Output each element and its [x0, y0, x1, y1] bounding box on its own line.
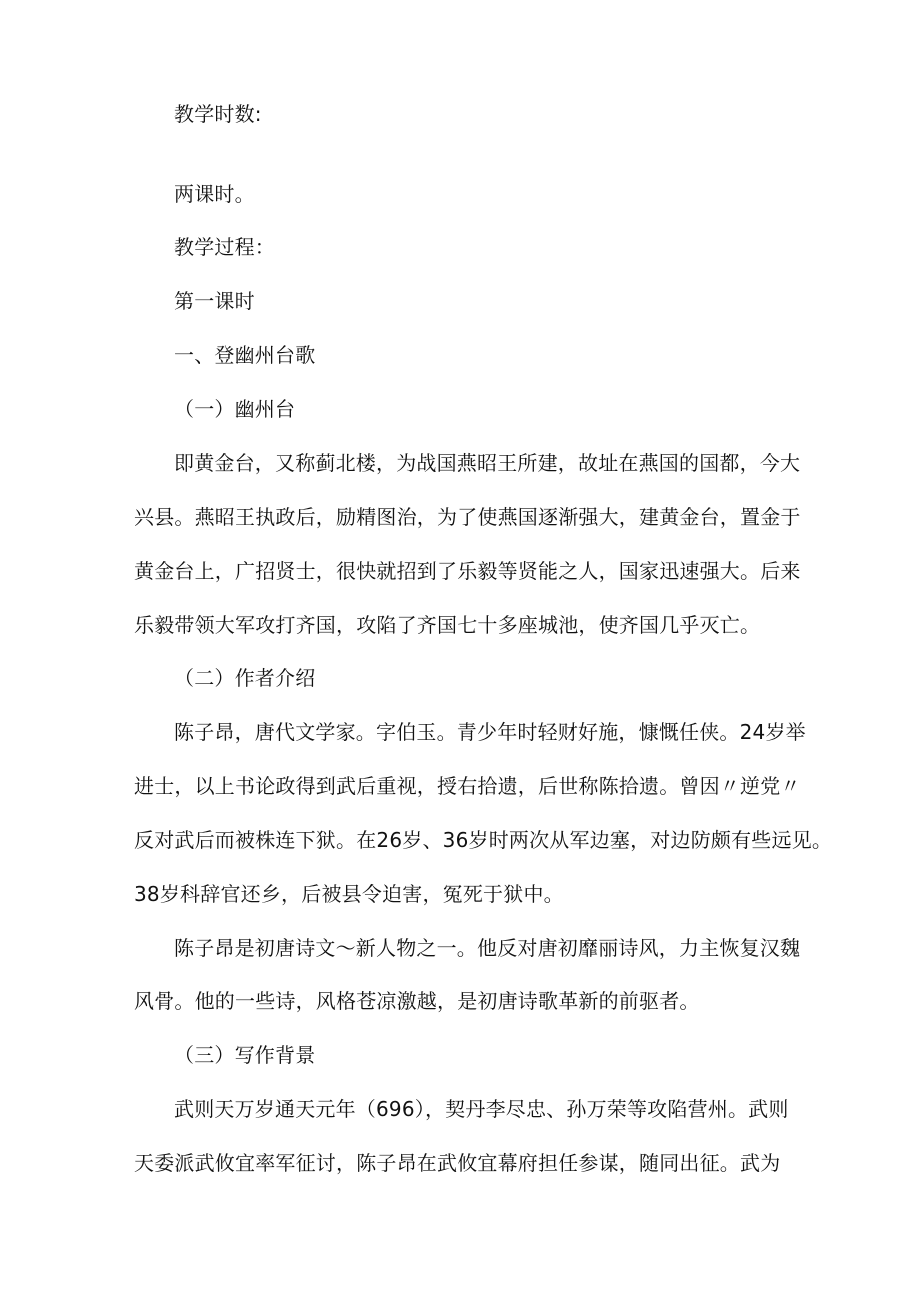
- paragraph-line: 反对武后而被株连下狱。在26岁、36岁时两次从军边塞，对边防颇有些远见。: [134, 828, 833, 852]
- subsection-heading-background: （三）写作背景: [174, 1043, 316, 1067]
- paragraph-line: 陈子昂是初唐诗文〜新人物之一。他反对唐初靡丽诗风，力主恢复汉魏: [174, 936, 801, 960]
- teaching-hours-label: 教学时数:: [174, 102, 262, 126]
- paragraph-line: 陈子昂，唐代文学家。字伯玉。青少年时轻财好施，慷慨任侠。24岁举: [174, 720, 806, 744]
- lesson-heading: 第一课时: [174, 289, 255, 313]
- subsection-heading-youzhoutai: （一）幽州台: [174, 397, 296, 421]
- paragraph-line: 乐毅带领大军攻打齐国，攻陷了齐国七十多座城池，使齐国几乎灭亡。: [134, 613, 761, 637]
- paragraph-line: 武则天万岁通天元年（696），契丹李尽忠、孙万荣等攻陷营州。武则: [174, 1097, 789, 1121]
- paragraph-line: 进士，以上书论政得到武后重视，授右拾遗，后世称陈拾遗。曾因〃逆党〃: [134, 774, 801, 798]
- section-heading: 一、登幽州台歌: [174, 343, 316, 367]
- teaching-process-label: 教学过程：: [174, 235, 275, 259]
- paragraph-line: 风骨。他的一些诗，风格苍凉激越，是初唐诗歌革新的前驱者。: [134, 989, 700, 1013]
- teaching-hours-value: 两课时。: [174, 182, 255, 206]
- paragraph-line: 兴县。燕昭王执政后，励精图治，为了使燕国逐渐强大，建黄金台，置金于: [134, 505, 801, 529]
- paragraph-line: 38岁科辞官还乡，后被县令迫害，冤死于狱中。: [134, 882, 564, 906]
- paragraph-line: 天委派武攸宜率军征讨，陈子昂在武攸宜幕府担任参谋，随同出征。武为: [134, 1151, 781, 1175]
- paragraph-line: 黄金台上，广招贤士，很快就招到了乐毅等贤能之人，国家迅速强大。后来: [134, 559, 801, 583]
- paragraph-line: 即黄金台，又称蓟北楼，为战国燕昭王所建，故址在燕国的国都，今大: [174, 451, 801, 475]
- subsection-heading-author: （二）作者介绍: [174, 666, 316, 690]
